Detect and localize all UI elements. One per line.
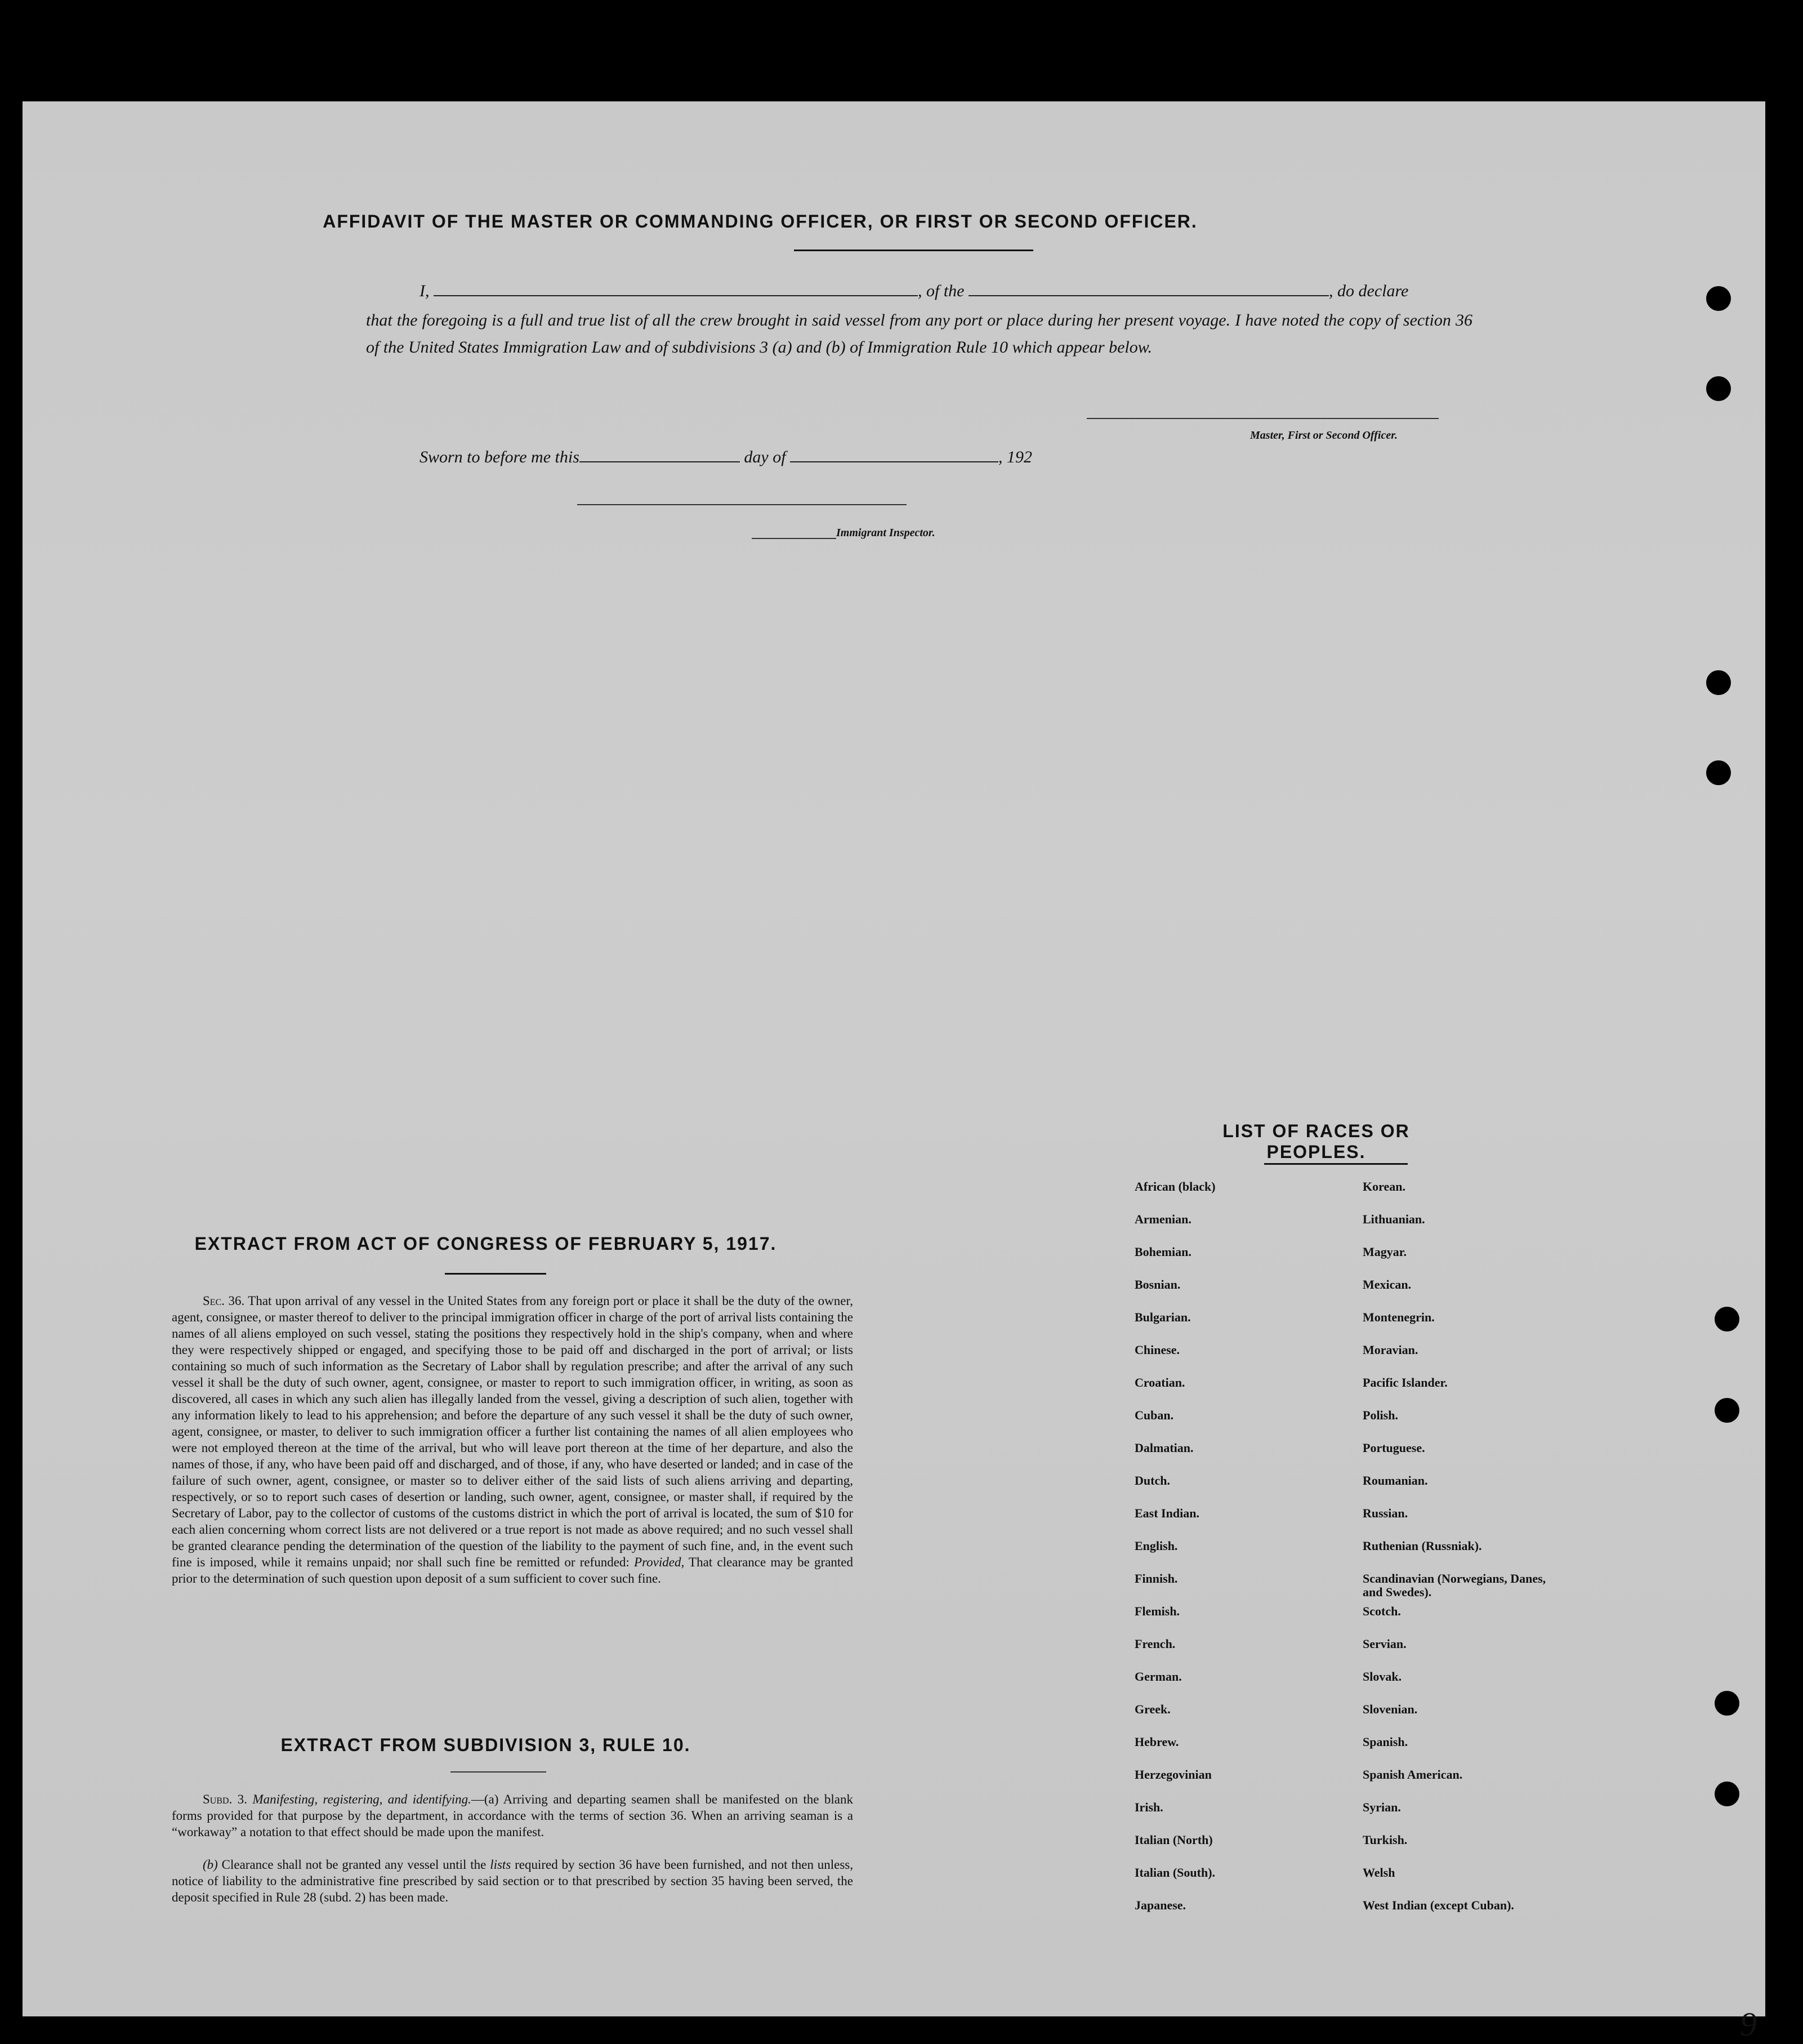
inspector-short-line	[752, 538, 836, 539]
race-item: Chinese.	[1135, 1343, 1180, 1357]
races-left-column	[1135, 1180, 1216, 1931]
race-item: Turkish.	[1363, 1833, 1408, 1847]
race-item: Bohemian.	[1135, 1245, 1191, 1259]
race-item: Dutch.	[1135, 1473, 1170, 1488]
race-item: African (black)	[1135, 1179, 1216, 1194]
race-item: West Indian (except Cuban).	[1363, 1898, 1514, 1912]
act-title-underline	[445, 1273, 546, 1275]
subdivision-a-text	[172, 1791, 853, 1840]
subd-b-body-2: required by section 36 have been furnished, and not then unless, notice of liability to the administrative fine prescribed by said section or to that prescribed by section 35 having been served, the deposit specified in Rule 28 (subd. 2) has been made.	[172, 1858, 854, 1904]
race-item: Japanese.	[1135, 1898, 1186, 1912]
punch-hole	[1715, 1307, 1739, 1332]
race-item: Dalmatian.	[1135, 1441, 1194, 1455]
section-label: Sec. 36.	[203, 1294, 245, 1308]
race-item: Scandinavian (Norwegians, Danes, and Swedes).	[1363, 1571, 1546, 1599]
race-item: Slovenian.	[1363, 1702, 1418, 1716]
rule-title-underline	[450, 1771, 546, 1773]
race-item: Montenegrin.	[1363, 1310, 1435, 1324]
race-item: Hebrew.	[1135, 1735, 1179, 1749]
race-item: Pacific Islander.	[1363, 1375, 1448, 1390]
race-item: Italian (North)	[1135, 1833, 1213, 1847]
races-title-underline	[1264, 1163, 1408, 1165]
races-list-title: LIST OF RACES OR PEOPLES.	[1222, 1121, 1410, 1162]
master-signature-line	[1087, 418, 1439, 419]
race-item: Moravian.	[1363, 1343, 1418, 1357]
subdivision-b-text	[172, 1856, 853, 1905]
race-item: Irish.	[1135, 1800, 1163, 1814]
race-item: Servian.	[1363, 1637, 1407, 1651]
race-item: Bulgarian.	[1135, 1310, 1191, 1324]
race-item: Greek.	[1135, 1702, 1171, 1716]
race-item: English.	[1135, 1539, 1178, 1553]
sworn-year-label: , 192	[998, 448, 1033, 466]
punch-hole	[1715, 1782, 1739, 1806]
subd-b-mark: (b)	[203, 1858, 218, 1872]
act-extract-title: EXTRACT FROM ACT OF CONGRESS OF FEBRUARY 5, 1917.	[194, 1233, 777, 1254]
race-item: Magyar.	[1363, 1245, 1407, 1259]
inspector-label: Immigrant Inspector.	[836, 527, 935, 539]
of-the-label: , of the	[918, 282, 965, 300]
affidavit-paragraph: that the foregoing is a full and true list of all the crew brought in said vessel from any port or place during her present voyage. I have noted the copy of section 36 of the United States Immigration Law and of subdivisions 3 (a) and (b) of Immigration Rule 10 which appear below.	[366, 311, 1472, 357]
subd-label: Subd. 3.	[203, 1792, 248, 1806]
punch-hole	[1715, 1691, 1739, 1716]
subd-b-lists: lists	[490, 1858, 511, 1872]
race-item: Flemish.	[1135, 1604, 1180, 1618]
race-item: Croatian.	[1135, 1375, 1185, 1390]
do-declare-label: , do declare	[1329, 282, 1409, 300]
race-item: Portuguese.	[1363, 1441, 1425, 1455]
corner-handwritten-mark: 9	[1740, 2006, 1757, 2043]
inspector-signature-line	[577, 504, 907, 505]
section-body-end: That clearance may be granted prior to the determination of such question upon deposit of a sum sufficient to cover such fine.	[172, 1555, 854, 1586]
punch-hole	[1706, 376, 1731, 401]
race-item: Lithuanian.	[1363, 1212, 1425, 1226]
affidavit-title: AFFIDAVIT OF THE MASTER OR COMMANDING OFFICER, OR FIRST OR SECOND OFFICER.	[323, 211, 1198, 231]
race-item: Roumanian.	[1363, 1473, 1428, 1488]
subd-b-body-1: Clearance shall not be granted any vessel until the	[221, 1858, 487, 1872]
sworn-day-label: day of	[744, 448, 786, 466]
subd-a-body: Arriving and departing seamen shall be manifested on the blank forms provided for that purpose by the department, in accordance with the terms of section 36. When an arriving seaman is a “workaway” a notation to that effect should be made upon the manifest.	[172, 1792, 853, 1839]
section-body: That upon arrival of any vessel in the United States from any foreign port or place it shall be the duty of the owner, agent, consignee, or master thereof to deliver to the principal immigration officer in charge of the port of arrival lists containing the names of all aliens employed on such vessel, stating the positions they respectively hold in the ship's company, when and where they were respectively shipped or engaged, and specifying those to be paid off and discharged in the port of arrival; or lists containing so much of such information as the Secretary of Labor shall by regulation prescribe; and after the arrival of any such vessel it shall be the duty of such owner, agent, consignee, or master to report to such immigration officer, in writing, as soon as discovered, all cases in which any such alien has illegally landed from the vessel, giving a description of such alien, together with any information likely to lead to his apprehension; and before the departure of any such vessel it shall be the duty of such owner, agent, consignee, or master, to deliver to such immigration officer a further list containing the names of all alien employees who were not employed thereon at the time of the arrival, but who will leave port thereon at the time of her departure, and also the names of those, if any, who have been paid off and discharged, and of those, if any, who have deserted or landed; and in case of the failure of such owner, agent, consignee, or master so to deliver either of the said lists of such aliens arriving and departing, respectively, or so to report such cases of desertion or landing, such owner, agent, consignee, or master shall, if required by the Secretary of Labor, pay to the collector of customs of the customs district in which the port of arrival is located, the sum of $10 for each alien concerning whom correct lists are not delivered or a true report is not made as above required; and no such vessel shall be granted clearance pending the determination of the question of the liability to the payment of such fine, and, in the event such fine is imposed, while it remains unpaid; nor shall such fine be remitted or refunded:	[172, 1294, 853, 1569]
rule-extract-title: EXTRACT FROM SUBDIVISION 3, RULE 10.	[280, 1735, 691, 1755]
month-blank	[790, 461, 998, 462]
race-item: Herzegovinian	[1135, 1767, 1212, 1782]
title-underline	[794, 250, 1033, 251]
section-36-text	[172, 1293, 853, 1587]
race-item: Finnish.	[1135, 1571, 1178, 1586]
provided-word: Provided,	[634, 1555, 685, 1569]
document-page	[23, 101, 1765, 2043]
race-item: Welsh	[1363, 1865, 1395, 1880]
race-item: Syrian.	[1363, 1800, 1401, 1814]
subd-heading: Manifesting, registering, and identifying.	[252, 1792, 471, 1806]
race-item: German.	[1135, 1669, 1182, 1684]
punch-hole	[1706, 670, 1731, 695]
race-item: East Indian.	[1135, 1506, 1199, 1520]
name-blank	[434, 295, 918, 296]
punch-hole	[1706, 760, 1731, 785]
affidavit-declaration-line	[419, 282, 1478, 301]
race-item: Russian.	[1363, 1506, 1408, 1520]
sworn-line	[419, 448, 1152, 467]
race-item: Cuban.	[1135, 1408, 1174, 1422]
race-item: Spanish.	[1363, 1735, 1408, 1749]
race-item: Slovak.	[1363, 1669, 1402, 1684]
race-item: Italian (South).	[1135, 1865, 1216, 1880]
race-item: Scotch.	[1363, 1604, 1401, 1618]
race-item: French.	[1135, 1637, 1176, 1651]
race-item: Mexican.	[1363, 1277, 1412, 1292]
race-item: Bosnian.	[1135, 1277, 1181, 1292]
master-signature-label: Master, First or Second Officer.	[1250, 429, 1398, 442]
race-item: Armenian.	[1135, 1212, 1191, 1226]
day-blank	[579, 461, 740, 462]
races-right-column	[1363, 1180, 1548, 1931]
race-item: Korean.	[1363, 1179, 1405, 1194]
punch-hole	[1706, 286, 1731, 311]
punch-hole	[1715, 1398, 1739, 1423]
sworn-prefix: Sworn to before me this	[419, 448, 579, 466]
race-item: Ruthenian (Russniak).	[1363, 1539, 1482, 1553]
race-item: Polish.	[1363, 1408, 1398, 1422]
vessel-blank	[969, 295, 1329, 296]
subd-a-mark: —(a)	[471, 1792, 499, 1806]
race-item: Spanish American.	[1363, 1767, 1463, 1782]
affidavit-i-label: I,	[419, 282, 430, 300]
